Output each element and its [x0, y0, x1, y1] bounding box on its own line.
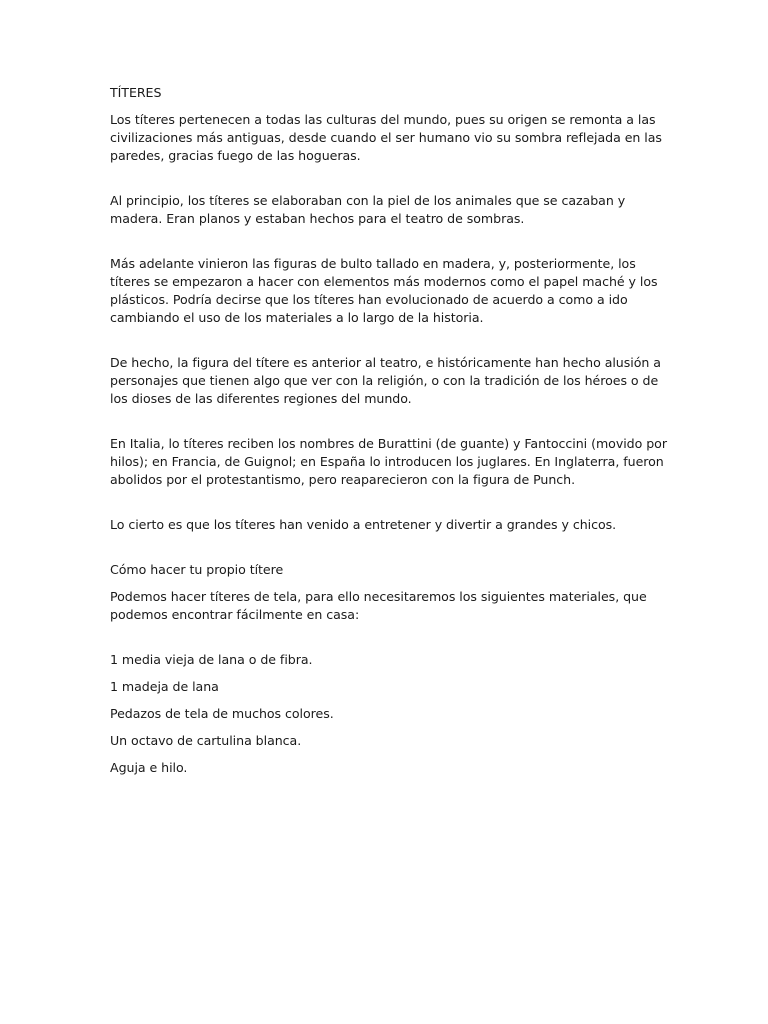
paragraph-countries: En Italia, lo títeres reciben los nombres de Burattini (de guante) y Fantoccini (movido por hilos); en Francia, de Guignol; en España lo introducen los juglares. En Inglaterra, fueron abolidos por el protestantismo, pero reaparecieron con la figura de Punch.: [110, 436, 667, 487]
paragraph-beginnings: Al principio, los títeres se elaboraban con la piel de los animales que se cazaban y madera. Eran planos y estaban hechos para el teatro de sombras.: [110, 193, 626, 226]
material-item: Aguja e hilo.: [110, 760, 188, 775]
blank-line: [110, 237, 670, 255]
blank-line: [110, 633, 670, 651]
blank-line: [110, 417, 670, 435]
material-item: 1 media vieja de lana o de fibra.: [110, 652, 313, 667]
document-title: TÍTERES: [110, 85, 162, 100]
blank-line: [110, 543, 670, 561]
blank-line: [110, 174, 670, 192]
blank-line: [110, 336, 670, 354]
blank-line: [110, 498, 670, 516]
document-body: [110, 84, 670, 786]
material-item: Pedazos de tela de muchos colores.: [110, 706, 334, 721]
paragraph-conclusion: Lo cierto es que los títeres han venido a entretener y divertir a grandes y chicos.: [110, 517, 617, 532]
section-intro: Podemos hacer títeres de tela, para ello necesitaremos los siguientes materiales, que podemos encontrar fácilmente en casa:: [110, 589, 647, 622]
material-item: Un octavo de cartulina blanca.: [110, 733, 302, 748]
paragraph-origin: Los títeres pertenecen a todas las culturas del mundo, pues su origen se remonta a las civilizaciones más antiguas, desde cuando el ser humano vio su sombra reflejada en las paredes, gracias fuego de las hogueras.: [110, 112, 662, 163]
material-item: 1 madeja de lana: [110, 679, 219, 694]
section-title: Cómo hacer tu propio títere: [110, 562, 284, 577]
paragraph-evolution: Más adelante vinieron las figuras de bulto tallado en madera, y, posteriormente, los títeres se empezaron a hacer con elementos más modernos como el papel maché y los plásticos. Podría decirse que los títeres han evolucionado de acuerdo a como a ido cambiando el uso de los materiales a lo largo de la historia.: [110, 256, 658, 325]
paragraph-history: De hecho, la figura del títere es anterior al teatro, e históricamente han hecho alusión a personajes que tienen algo que ver con la religión, o con la tradición de los héroes o de los dioses de las diferentes regiones del mundo.: [110, 355, 661, 406]
